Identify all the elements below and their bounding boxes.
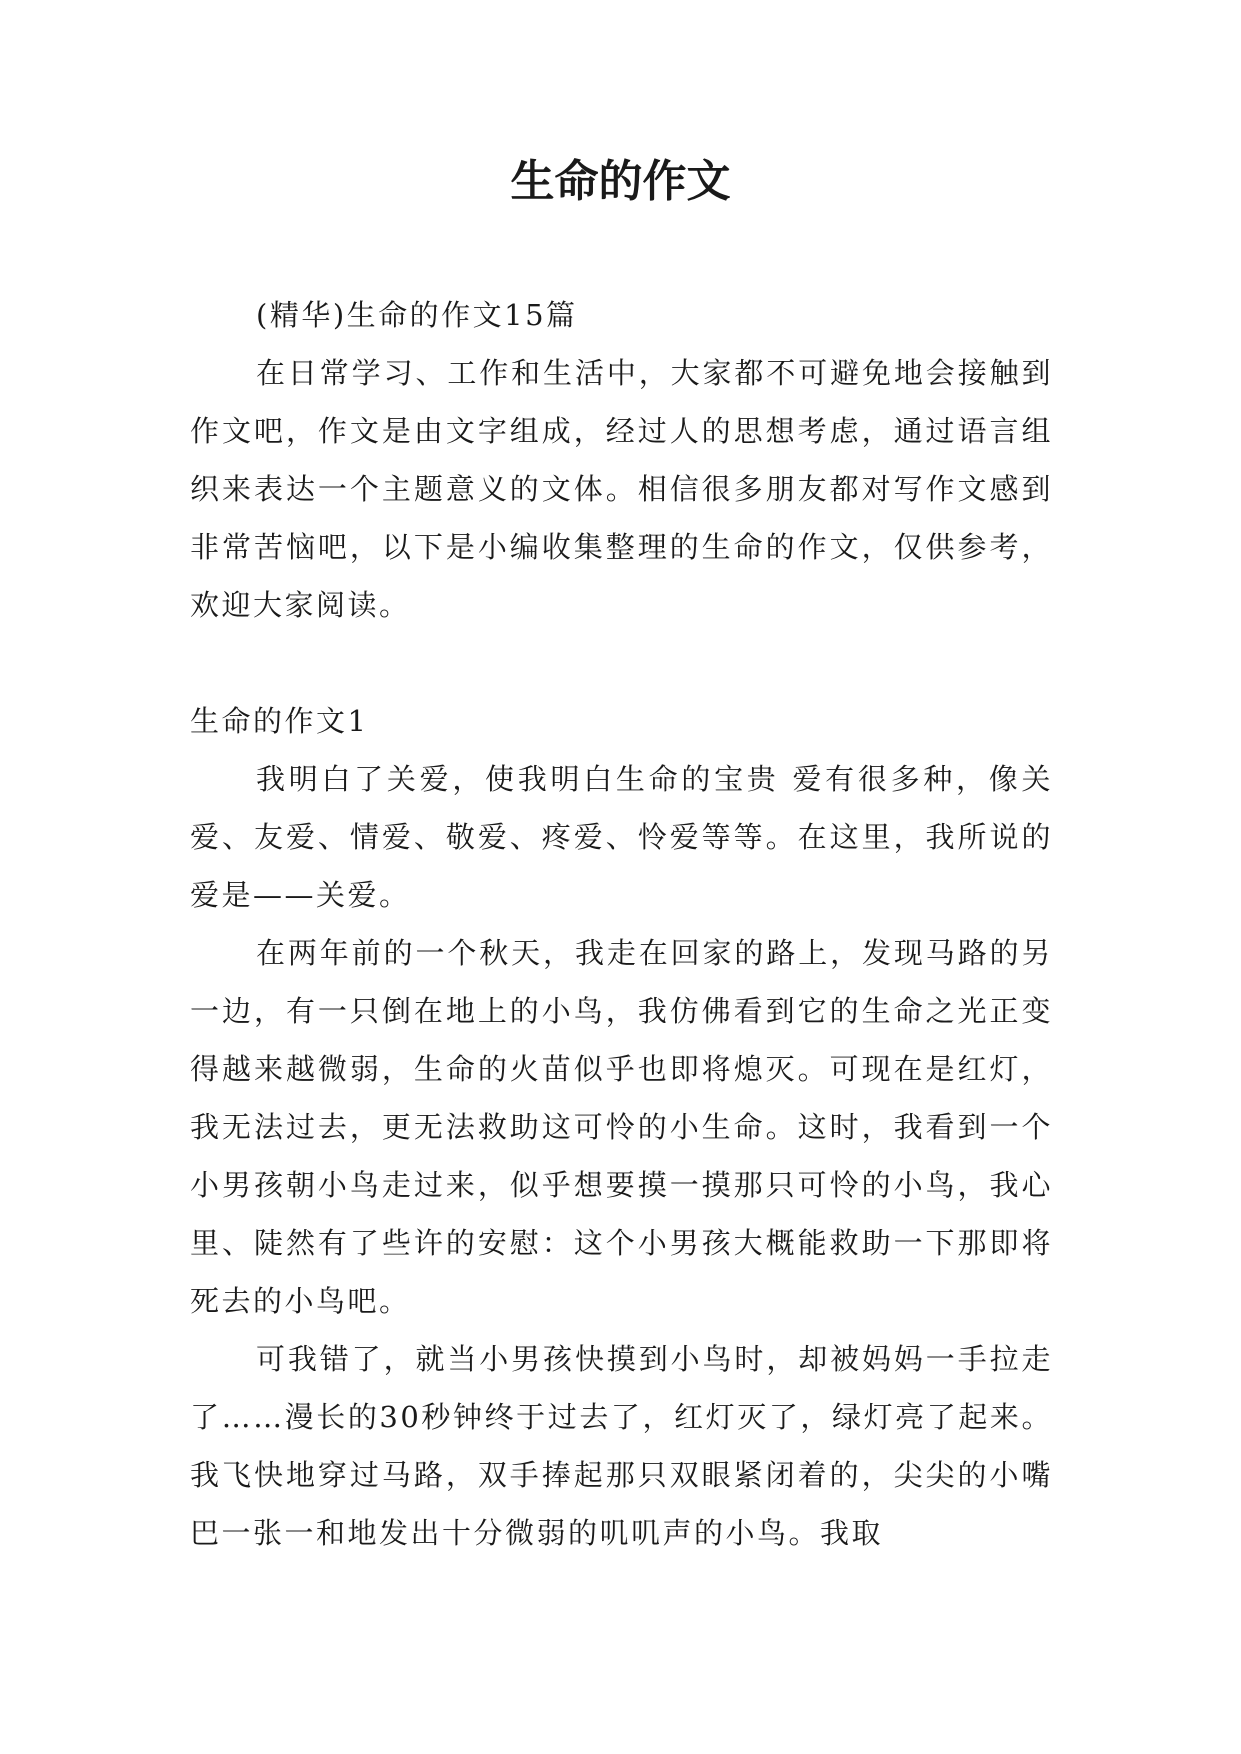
body-paragraph-2: 在两年前的一个秋天，我走在回家的路上，发现马路的另一边，有一只倒在地上的小鸟，我仿佛看到它的生命之光正变得越来越微弱，生命的火苗似乎也即将熄灭。可现在是红灯，我无法过去，更无法救助这可怜的小生命。这时，我看到一个小男孩朝小鸟走过来，似乎想要摸一摸那只可怜的小鸟，我心里、陡然有了些许的安慰：这个小男孩大概能救助一下那即将死去的小鸟吧。 bbox=[190, 936, 1053, 1318]
intro-paragraph: 在日常学习、工作和生活中，大家都不可避免地会接触到作文吧，作文是由文字组成，经过人的思想考虑，通过语言组织来表达一个主题意义的文体。相信很多朋友都对写作文感到非常苦恼吧，以下是小编收集整理的生命的作文，仅供参考，欢迎大家阅读。 bbox=[190, 356, 1053, 622]
body-paragraph-1: 我明白了关爱，使我明白生命的宝贵 爱有很多种，像关爱、友爱、情爱、敬爱、疼爱、怜爱等等。在这里，我所说的爱是——关爱。 bbox=[190, 762, 1053, 912]
body-paragraph-3: 可我错了，就当小男孩快摸到小鸟时，却被妈妈一手拉走了……漫长的30秒钟终于过去了，红灯灭了，绿灯亮了起来。我飞快地穿过马路，双手捧起那只双眼紧闭着的，尖尖的小嘴巴一张一和地发出十分微弱的叽叽声的小鸟。我取 bbox=[190, 1342, 1053, 1550]
spacer bbox=[190, 634, 1053, 692]
section-heading: 生命的作文1 bbox=[190, 704, 369, 738]
page-title: 生命的作文 bbox=[510, 156, 731, 207]
document-body bbox=[190, 286, 1053, 1562]
subtitle: (精华)生命的作文15篇 bbox=[256, 298, 578, 332]
